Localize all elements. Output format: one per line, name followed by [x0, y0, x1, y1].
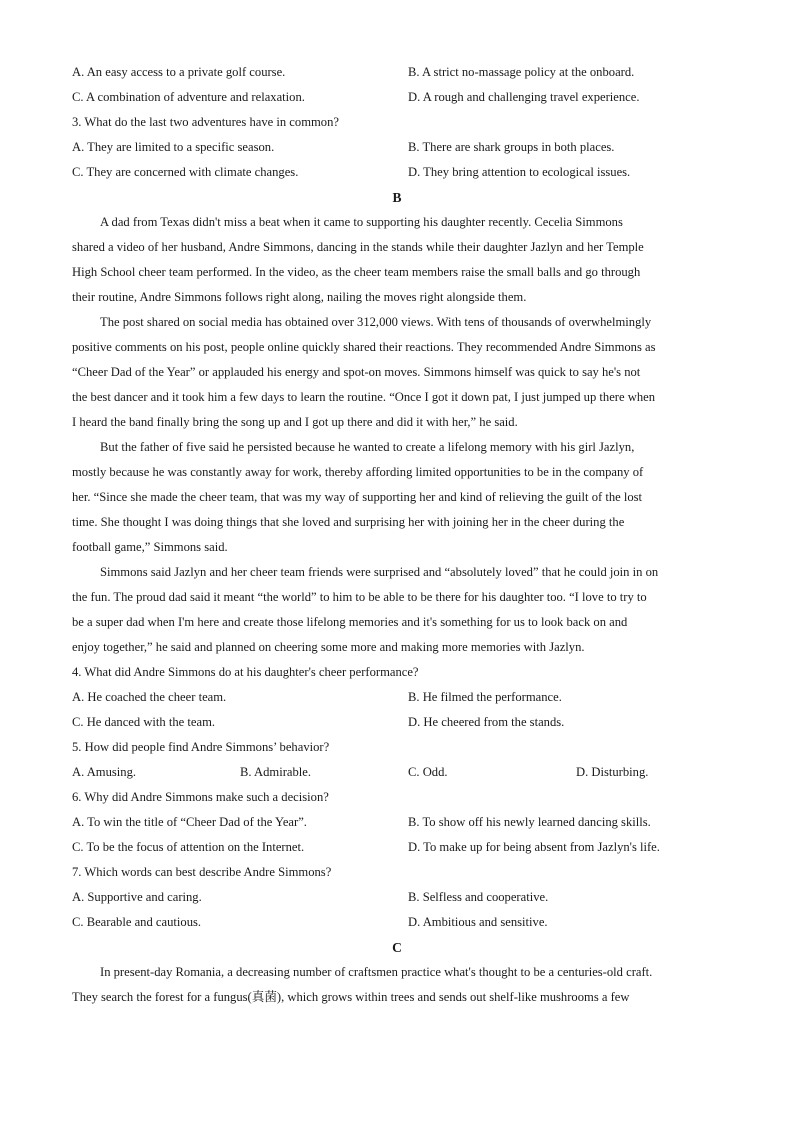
paragraph-line: their routine, Andre Simmons follows right along, nailing the moves right alongside them.: [72, 290, 527, 304]
q3-option-b[interactable]: B. There are shark groups in both places.: [408, 140, 615, 154]
question-2-options-row-2: [72, 85, 722, 110]
question-4-options-row-1: [72, 685, 722, 710]
section-b-paragraph-3: [72, 435, 722, 560]
paragraph-line: The post shared on social media has obtained over 312,000 views. With tens of thousands of overwhelmingly: [100, 315, 652, 329]
q6-stem: 6. Why did Andre Simmons make such a decision?: [72, 790, 329, 804]
paragraph-line: enjoy together,” he said and planned on cheering some more and making more memories with Jazlyn.: [72, 640, 585, 654]
q6-option-a[interactable]: A. To win the title of “Cheer Dad of the Year”.: [72, 815, 307, 829]
q6-option-d[interactable]: D. To make up for being absent from Jazlyn's life.: [408, 840, 660, 854]
paragraph-line: positive comments on his post, people online quickly shared their reactions. They recommended Andre Simmons as: [72, 340, 656, 354]
q3-option-d[interactable]: D. They bring attention to ecological issues.: [408, 165, 631, 179]
q5-option-a[interactable]: A. Amusing.: [72, 765, 137, 779]
q3-stem: 3. What do the last two adventures have in common?: [72, 115, 339, 129]
section-b-paragraph-4: [72, 560, 722, 660]
paragraph-line: High School cheer team performed. In the video, as the cheer team members raise the small balls and go through: [72, 265, 641, 279]
section-b-heading: B: [392, 190, 402, 205]
paragraph-line: time. She thought I was doing things that she loved and surprising her with joining her in the cheer during the: [72, 515, 625, 529]
paragraph-line: shared a video of her husband, Andre Simmons, dancing in the stands while their daughter Jazlyn and her Temple: [72, 240, 644, 254]
question-7-options-row-1: [72, 885, 722, 910]
q2-option-b[interactable]: B. A strict no-massage policy at the onboard.: [408, 65, 635, 79]
question-5-options-row: [72, 760, 722, 785]
q2-option-d[interactable]: D. A rough and challenging travel experience.: [408, 90, 640, 104]
q4-option-c[interactable]: C. He danced with the team.: [72, 715, 216, 729]
q7-option-c[interactable]: C. Bearable and cautious.: [72, 915, 202, 929]
question-6-options-row-2: [72, 835, 722, 860]
q4-stem: 4. What did Andre Simmons do at his daughter's cheer performance?: [72, 665, 419, 679]
q7-option-a[interactable]: A. Supportive and caring.: [72, 890, 202, 904]
q4-option-a[interactable]: A. He coached the cheer team.: [72, 690, 227, 704]
exam-page: [72, 60, 722, 1010]
question-7-options-row-2: [72, 910, 722, 935]
paragraph-line: the best dancer and it took him a few days to learn the routine. “Once I got it down pat, I just jumped up there when: [72, 390, 655, 404]
question-6-options-row-1: [72, 810, 722, 835]
q2-option-c[interactable]: C. A combination of adventure and relaxation.: [72, 90, 305, 104]
q7-option-b[interactable]: B. Selfless and cooperative.: [408, 890, 549, 904]
q2-option-a[interactable]: A. An easy access to a private golf course.: [72, 65, 286, 79]
q3-option-a[interactable]: A. They are limited to a specific season.: [72, 140, 275, 154]
question-3-options-row-2: [72, 160, 722, 185]
q4-option-d[interactable]: D. He cheered from the stands.: [408, 715, 565, 729]
q6-option-c[interactable]: C. To be the focus of attention on the Internet.: [72, 840, 305, 854]
paragraph-line: football game,” Simmons said.: [72, 540, 228, 554]
section-b-paragraph-2: [72, 310, 722, 435]
paragraph-line: “Cheer Dad of the Year” or applauded his energy and spot-on moves. Simmons himself was quick to say he's not: [72, 365, 641, 379]
section-c-heading: C: [392, 940, 402, 955]
q4-option-b[interactable]: B. He filmed the performance.: [408, 690, 562, 704]
q5-option-c[interactable]: C. Odd.: [408, 765, 448, 779]
question-4-options-row-2: [72, 710, 722, 735]
section-c-paragraph-1: [72, 960, 722, 1010]
paragraph-line: I heard the band finally bring the song up and I got up there and did it with her,” he said.: [72, 415, 518, 429]
paragraph-line: Simmons said Jazlyn and her cheer team friends were surprised and “absolutely loved” that he could join in on: [100, 565, 659, 579]
q3-option-c[interactable]: C. They are concerned with climate changes.: [72, 165, 299, 179]
paragraph-line: the fun. The proud dad said it meant “the world” to him to be able to be there for his daughter too. “I love to try to: [72, 590, 647, 604]
paragraph-line: In present-day Romania, a decreasing number of craftsmen practice what's thought to be a centuries-old craft.: [100, 965, 653, 979]
paragraph-line: A dad from Texas didn't miss a beat when it came to supporting his daughter recently. Cecelia Simmons: [100, 215, 623, 229]
q5-stem: 5. How did people find Andre Simmons’ behavior?: [72, 740, 330, 754]
paragraph-line: mostly because he was constantly away for work, thereby affording limited opportunities to be in the company of: [72, 465, 644, 479]
question-3-options-row-1: [72, 135, 722, 160]
q7-stem: 7. Which words can best describe Andre Simmons?: [72, 865, 332, 879]
paragraph-line: her. “Since she made the cheer team, that was my way of supporting her and kind of relieving the guilt of the lost: [72, 490, 643, 504]
q5-option-d[interactable]: D. Disturbing.: [576, 765, 649, 779]
q7-option-d[interactable]: D. Ambitious and sensitive.: [408, 915, 548, 929]
q6-option-b[interactable]: B. To show off his newly learned dancing skills.: [408, 815, 651, 829]
q5-option-b[interactable]: B. Admirable.: [240, 765, 312, 779]
paragraph-line: But the father of five said he persisted because he wanted to create a lifelong memory with his girl Jazlyn,: [100, 440, 635, 454]
paragraph-line: They search the forest for a fungus(真菌), which grows within trees and sends out shelf-like mushrooms a few: [72, 990, 630, 1004]
paragraph-line: be a super dad when I'm here and create those lifelong memories and it's something for us to look back on and: [72, 615, 628, 629]
section-b-paragraph-1: [72, 210, 722, 310]
question-2-options-row-1: [72, 60, 722, 85]
